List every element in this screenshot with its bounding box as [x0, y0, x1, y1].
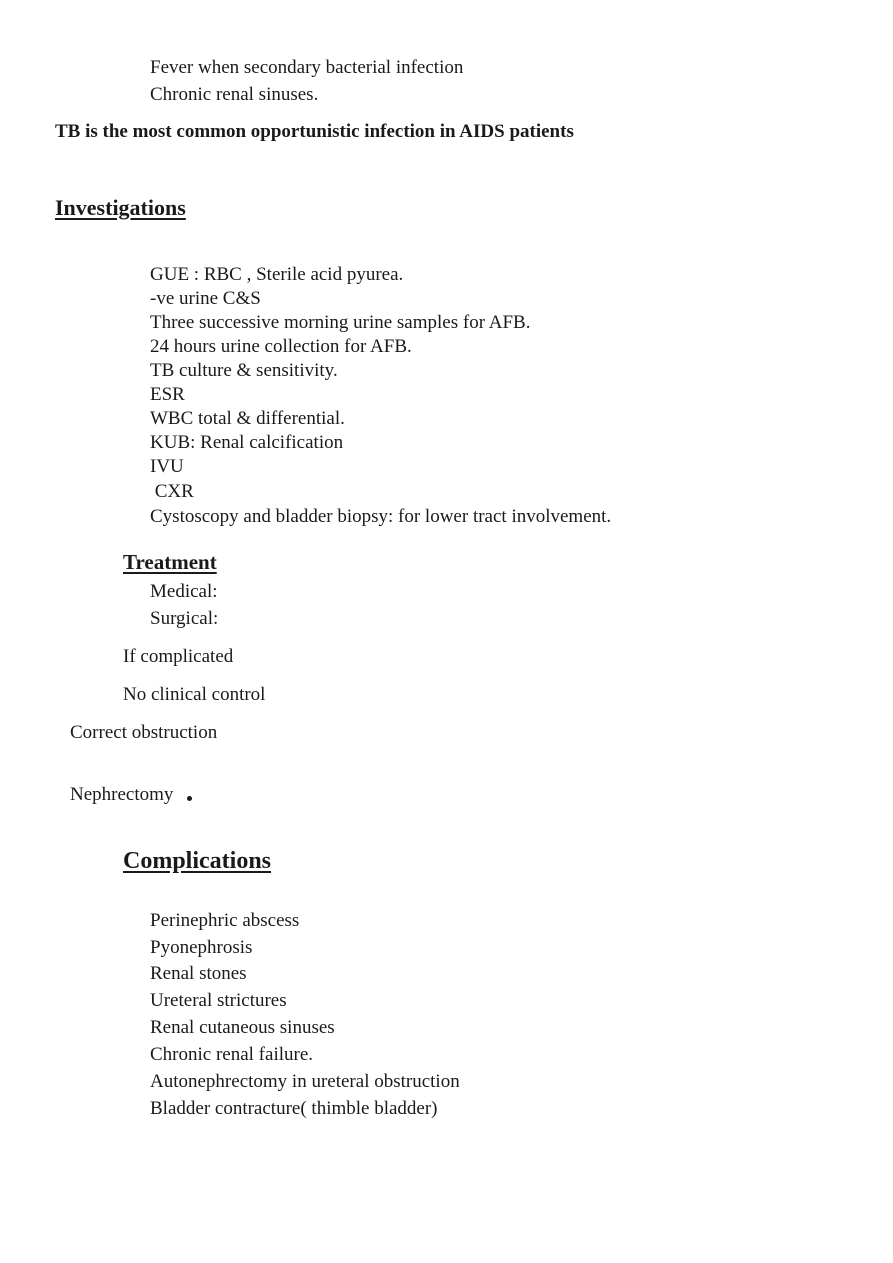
investigation-item: WBC total & differential.	[150, 408, 345, 429]
complication-item: Renal cutaneous sinuses	[150, 1017, 335, 1038]
complications-heading: Complications	[123, 848, 272, 874]
investigation-item: TB culture & sensitivity.	[150, 360, 338, 381]
investigation-item: ESR	[150, 384, 185, 405]
investigation-item: KUB: Renal calcification	[150, 432, 344, 453]
investigation-item: Cystoscopy and bladder biopsy: for lower tract involvement.	[150, 506, 612, 527]
complication-item: Autonephrectomy in ureteral obstruction	[150, 1071, 460, 1092]
investigation-item: -ve urine C&S	[150, 288, 261, 309]
treatment-correct-obstruction: Correct obstruction	[70, 722, 218, 743]
complication-item: Ureteral strictures	[150, 990, 287, 1011]
investigation-item: Three successive morning urine samples for AFB.	[150, 312, 531, 333]
treatment-surgical: Surgical:	[150, 608, 219, 629]
complication-item: Chronic renal failure.	[150, 1044, 314, 1065]
complication-item: Perinephric abscess	[150, 910, 300, 931]
investigation-item: IVU	[150, 456, 184, 477]
investigation-item: GUE : RBC , Sterile acid pyurea.	[150, 264, 404, 285]
complication-item: Pyonephrosis	[150, 937, 253, 958]
intro-line: Chronic renal sinuses.	[150, 84, 319, 105]
treatment-if-complicated: If complicated	[123, 646, 234, 667]
complication-item: Bladder contracture( thimble bladder)	[150, 1098, 438, 1119]
treatment-medical: Medical:	[150, 581, 218, 602]
investigation-item: CXR	[150, 481, 194, 502]
aids-note: TB is the most common opportunistic infection in AIDS patients	[55, 121, 574, 142]
treatment-heading: Treatment	[123, 550, 217, 574]
investigation-item: 24 hours urine collection for AFB.	[150, 336, 412, 357]
complication-item: Renal stones	[150, 963, 247, 984]
treatment-nephrectomy: Nephrectomy	[70, 784, 174, 805]
bullet-dot-icon	[187, 796, 192, 801]
investigations-heading: Investigations	[55, 195, 186, 220]
treatment-no-clinical-control: No clinical control	[123, 684, 266, 705]
intro-line: Fever when secondary bacterial infection	[150, 57, 464, 78]
